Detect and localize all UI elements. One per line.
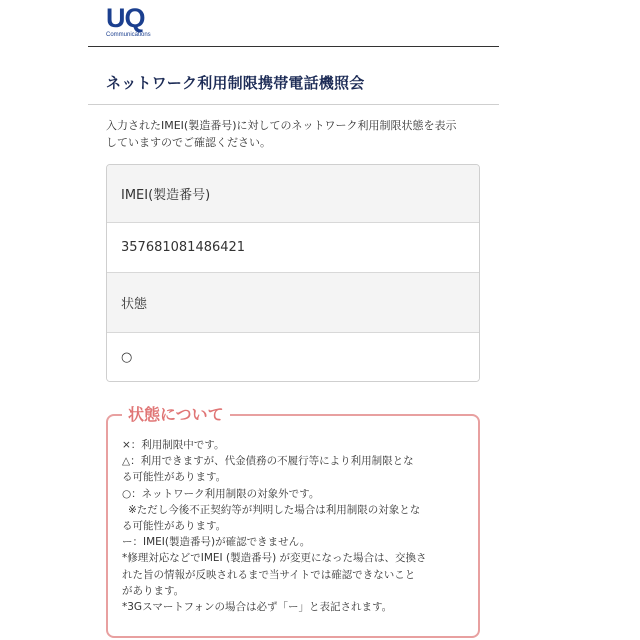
- legend-line: *修理対応などでIMEI (製造番号) が変更になった場合は、交換さ: [122, 552, 427, 565]
- uq-logo[interactable]: [106, 4, 166, 38]
- legend-line: ○：ネットワーク利用制限の対象外です。: [122, 487, 320, 500]
- legend-line: ×：利用制限中です。: [122, 439, 225, 451]
- legend-line: ※ただし今後不正契約等が判明した場合は利用制限の対象とな: [128, 503, 421, 516]
- status-legend-notes: [122, 437, 472, 615]
- status-label-cell: 状態: [107, 272, 479, 332]
- status-value-cell: ○: [107, 332, 479, 381]
- legend-line: る可能性があります。: [122, 471, 227, 484]
- page-title: ネットワーク利用制限携帯電話機照会: [106, 74, 365, 92]
- title-divider: [88, 104, 499, 105]
- intro-text: [106, 117, 496, 151]
- logo-sub: Communications: [106, 32, 151, 38]
- legend-line: *3Gスマートフォンの場合は必ず「ー」と表記されます。: [122, 601, 393, 614]
- intro-line: 入力されたIMEI(製造番号)に対してのネットワーク利用制限状態を表示: [106, 119, 457, 132]
- imei-label-cell: IMEI(製造番号): [107, 165, 479, 222]
- legend-line: があります。: [122, 584, 185, 597]
- legend-line: る可能性があります。: [122, 520, 227, 533]
- legend-line: れた旨の情報が反映されるまで当サイトでは確認できないこと: [122, 568, 416, 581]
- header-divider: [88, 46, 499, 47]
- legend-line: ー：IMEI(製造番号)が確認できません。: [122, 536, 311, 549]
- logo-brand: UQ: [106, 3, 145, 33]
- legend-line: △：利用できますが、代金債務の不履行等により利用制限とな: [122, 455, 414, 468]
- imei-value-cell: 357681081486421: [107, 222, 479, 272]
- result-table: [106, 164, 480, 382]
- intro-line: していますのでご確認ください。: [106, 136, 271, 149]
- status-legend-title: 状態について: [122, 402, 230, 425]
